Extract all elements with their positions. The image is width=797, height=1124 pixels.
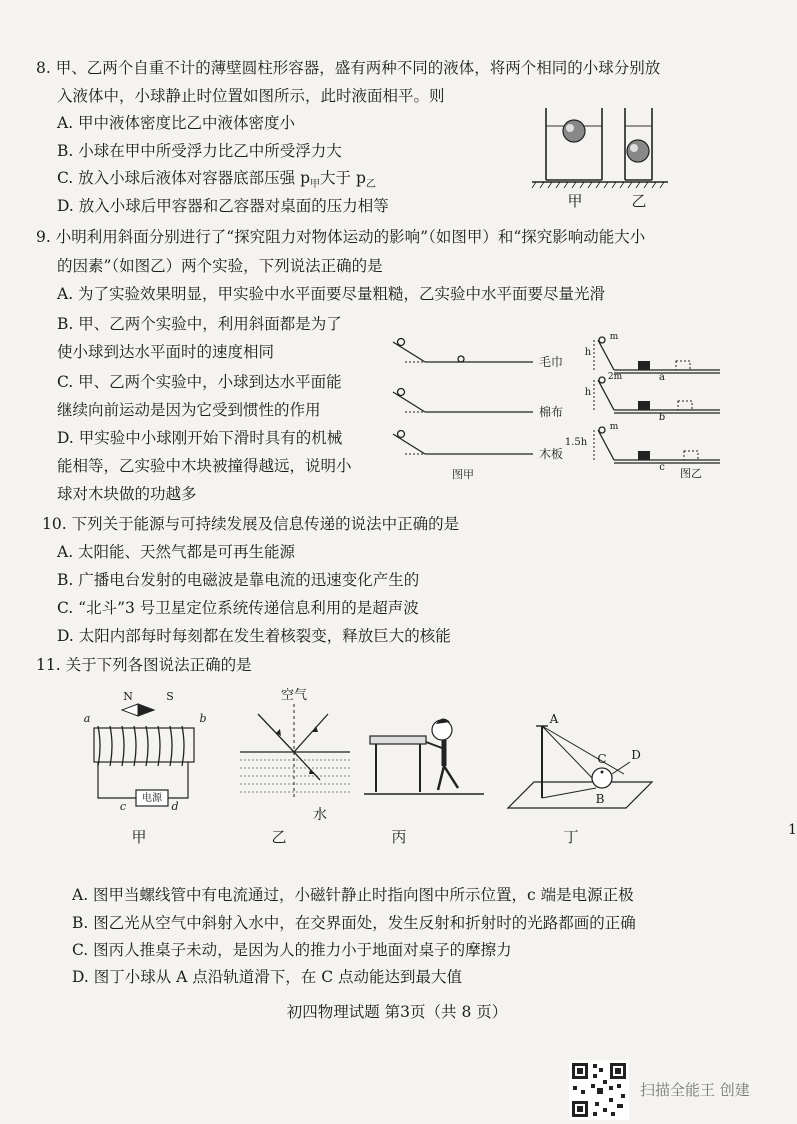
page-footer: 初四物理试题 第3页（共 8 页） [286, 1003, 508, 1021]
q10-option-b: B. 广播电台发射的电磁波是靠电流的迅速变化产生的 [57, 571, 420, 589]
q11-jia-d: d [171, 800, 179, 813]
q8-label-jia: 甲 [567, 192, 583, 210]
q11-jia-power-source: 电源 [142, 793, 162, 804]
q11-figure-bing-push-table [364, 714, 484, 846]
q9-option-d-line2: 能相等，乙实验中木块被撞得越远，说明小 [57, 457, 352, 475]
q9-case-c: c [659, 462, 665, 473]
q10-option-a: A. 太阳能、天然气都是可再生能源 [57, 543, 296, 561]
q11-jia-b: b [199, 712, 207, 725]
q11-yi-water: 水 [313, 807, 327, 823]
q11-jia-north: N [123, 690, 133, 703]
q11-yi-label: 乙 [271, 828, 287, 846]
q9-option-a: A. 为了实验效果明显，甲实验中水平面要尽量粗糙，乙实验中水平面要尽量光滑 [57, 285, 606, 303]
q9-option-c-line2: 继续向前运动是因为它受到惯性的作用 [57, 401, 321, 419]
q9-height-a: h [584, 347, 592, 358]
q9-stem-line1: 9. 小明利用斜面分别进行了“探究阻力对物体运动的影响”（如图甲）和“探究影响动能大小 [36, 228, 646, 246]
q8-option-c-mid: 大于 p [320, 169, 366, 187]
q9-option-b-line1: B. 甲、乙两个实验中，利用斜面都是为了 [57, 315, 342, 333]
q11-ding-label: 丁 [563, 828, 579, 846]
q9-option-b-line2: 使小球到达水平面时的速度相同 [57, 343, 275, 361]
q11-ding-point-b: B [595, 792, 605, 806]
q8-stem-line1: 8. 甲、乙两个自重不计的薄壁圆柱形容器，盛有两种不同的液体，将两个相同的小球分别放 [36, 59, 661, 77]
q9-surface-towel: 毛巾 [538, 355, 563, 369]
q9-figure-jia [385, 330, 585, 480]
q9-figure-yi-label: 图乙 [680, 467, 702, 480]
q9-height-b: h [584, 387, 592, 398]
q9-stem-line2: 的因素”（如图乙）两个实验，下列说法正确的是 [57, 257, 383, 275]
q9-option-d-line1: D. 甲实验中小球刚开始下滑时具有的机械 [57, 429, 343, 447]
q11-jia-label: 甲 [131, 828, 147, 846]
q11-option-a: A. 图甲当螺线管中有电流通过，小磁针静止时指向图中所示位置，c 端是电源正极 [72, 886, 634, 904]
q10-option-c: C. “北斗”3 号卫星定位系统传递信息利用的是超声波 [57, 599, 419, 617]
q9-mass-a: m [609, 332, 619, 342]
margin-mark: 1 [788, 822, 797, 838]
q9-height-c: 1.5h [564, 437, 588, 448]
q11-figure-yi-refraction [240, 688, 350, 846]
q11-figure-ding-track [506, 712, 656, 846]
q8-option-d: D. 放入小球后甲容器和乙容器对桌面的压力相等 [57, 197, 389, 215]
q11-option-c: C. 图丙人推桌子未动，是因为人的推力小于地面对桌子的摩擦力 [72, 941, 512, 959]
q9-case-a: a [659, 372, 665, 383]
q8-figure-containers [530, 104, 670, 210]
q11-bing-label: 丙 [391, 828, 407, 846]
q10-stem: 10. 下列关于能源与可持续发展及信息传递的说法中正确的是 [42, 515, 460, 533]
q11-jia-c: c [119, 800, 127, 813]
q11-option-b: B. 图乙光从空气中斜射入水中，在交界面处，发生反射和折射时的光路都画的正确 [72, 914, 636, 932]
q11-ding-point-a: A [549, 712, 559, 726]
q9-surface-wood: 木板 [538, 447, 563, 461]
q9-case-b: b [658, 412, 666, 423]
q11-yi-air: 空气 [280, 688, 307, 703]
q11-jia-south: S [166, 690, 174, 703]
q8-option-c-sub1: 甲 [310, 179, 321, 191]
q8-option-c-pre: C. 放入小球后液体对容器底部压强 p [57, 169, 311, 187]
q11-stem: 11. 关于下列各图说法正确的是 [36, 656, 252, 674]
q11-ding-point-d: D [631, 748, 641, 762]
q11-figure-jia-solenoid [83, 690, 214, 846]
q8-option-c-sub2: 乙 [365, 179, 376, 191]
q9-figure-jia-label: 图甲 [452, 468, 474, 481]
q9-surface-cotton: 棉布 [538, 405, 563, 419]
q9-option-d-line3: 球对木块做的功越多 [57, 485, 197, 503]
q8-option-a: A. 甲中液体密度比乙中液体密度小 [57, 114, 296, 132]
q8-label-yi: 乙 [631, 192, 647, 210]
q9-option-c-line1: C. 甲、乙两个实验中，小球到达水平面能 [57, 373, 342, 391]
q9-mass-c: m [609, 422, 619, 432]
q9-mass-b: 2m [607, 372, 623, 382]
q8-stem-line2: 入液体中，小球静止时位置如图所示，此时液面相平。则 [57, 87, 445, 105]
q8-option-c [57, 168, 376, 195]
q11-jia-a: a [83, 712, 91, 725]
qr-code [569, 1060, 629, 1120]
q8-option-b: B. 小球在甲中所受浮力比乙中所受浮力大 [57, 142, 342, 160]
q11-ding-point-c: C [597, 752, 607, 766]
scanner-watermark: 扫描全能王 创建 [640, 1081, 750, 1099]
q9-figure-yi [564, 332, 730, 482]
q10-option-d: D. 太阳内部每时每刻都在发生着核裂变，释放巨大的核能 [57, 627, 451, 645]
q11-option-d: D. 图丁小球从 A 点沿轨道滑下，在 C 点动能达到最大值 [72, 968, 462, 986]
